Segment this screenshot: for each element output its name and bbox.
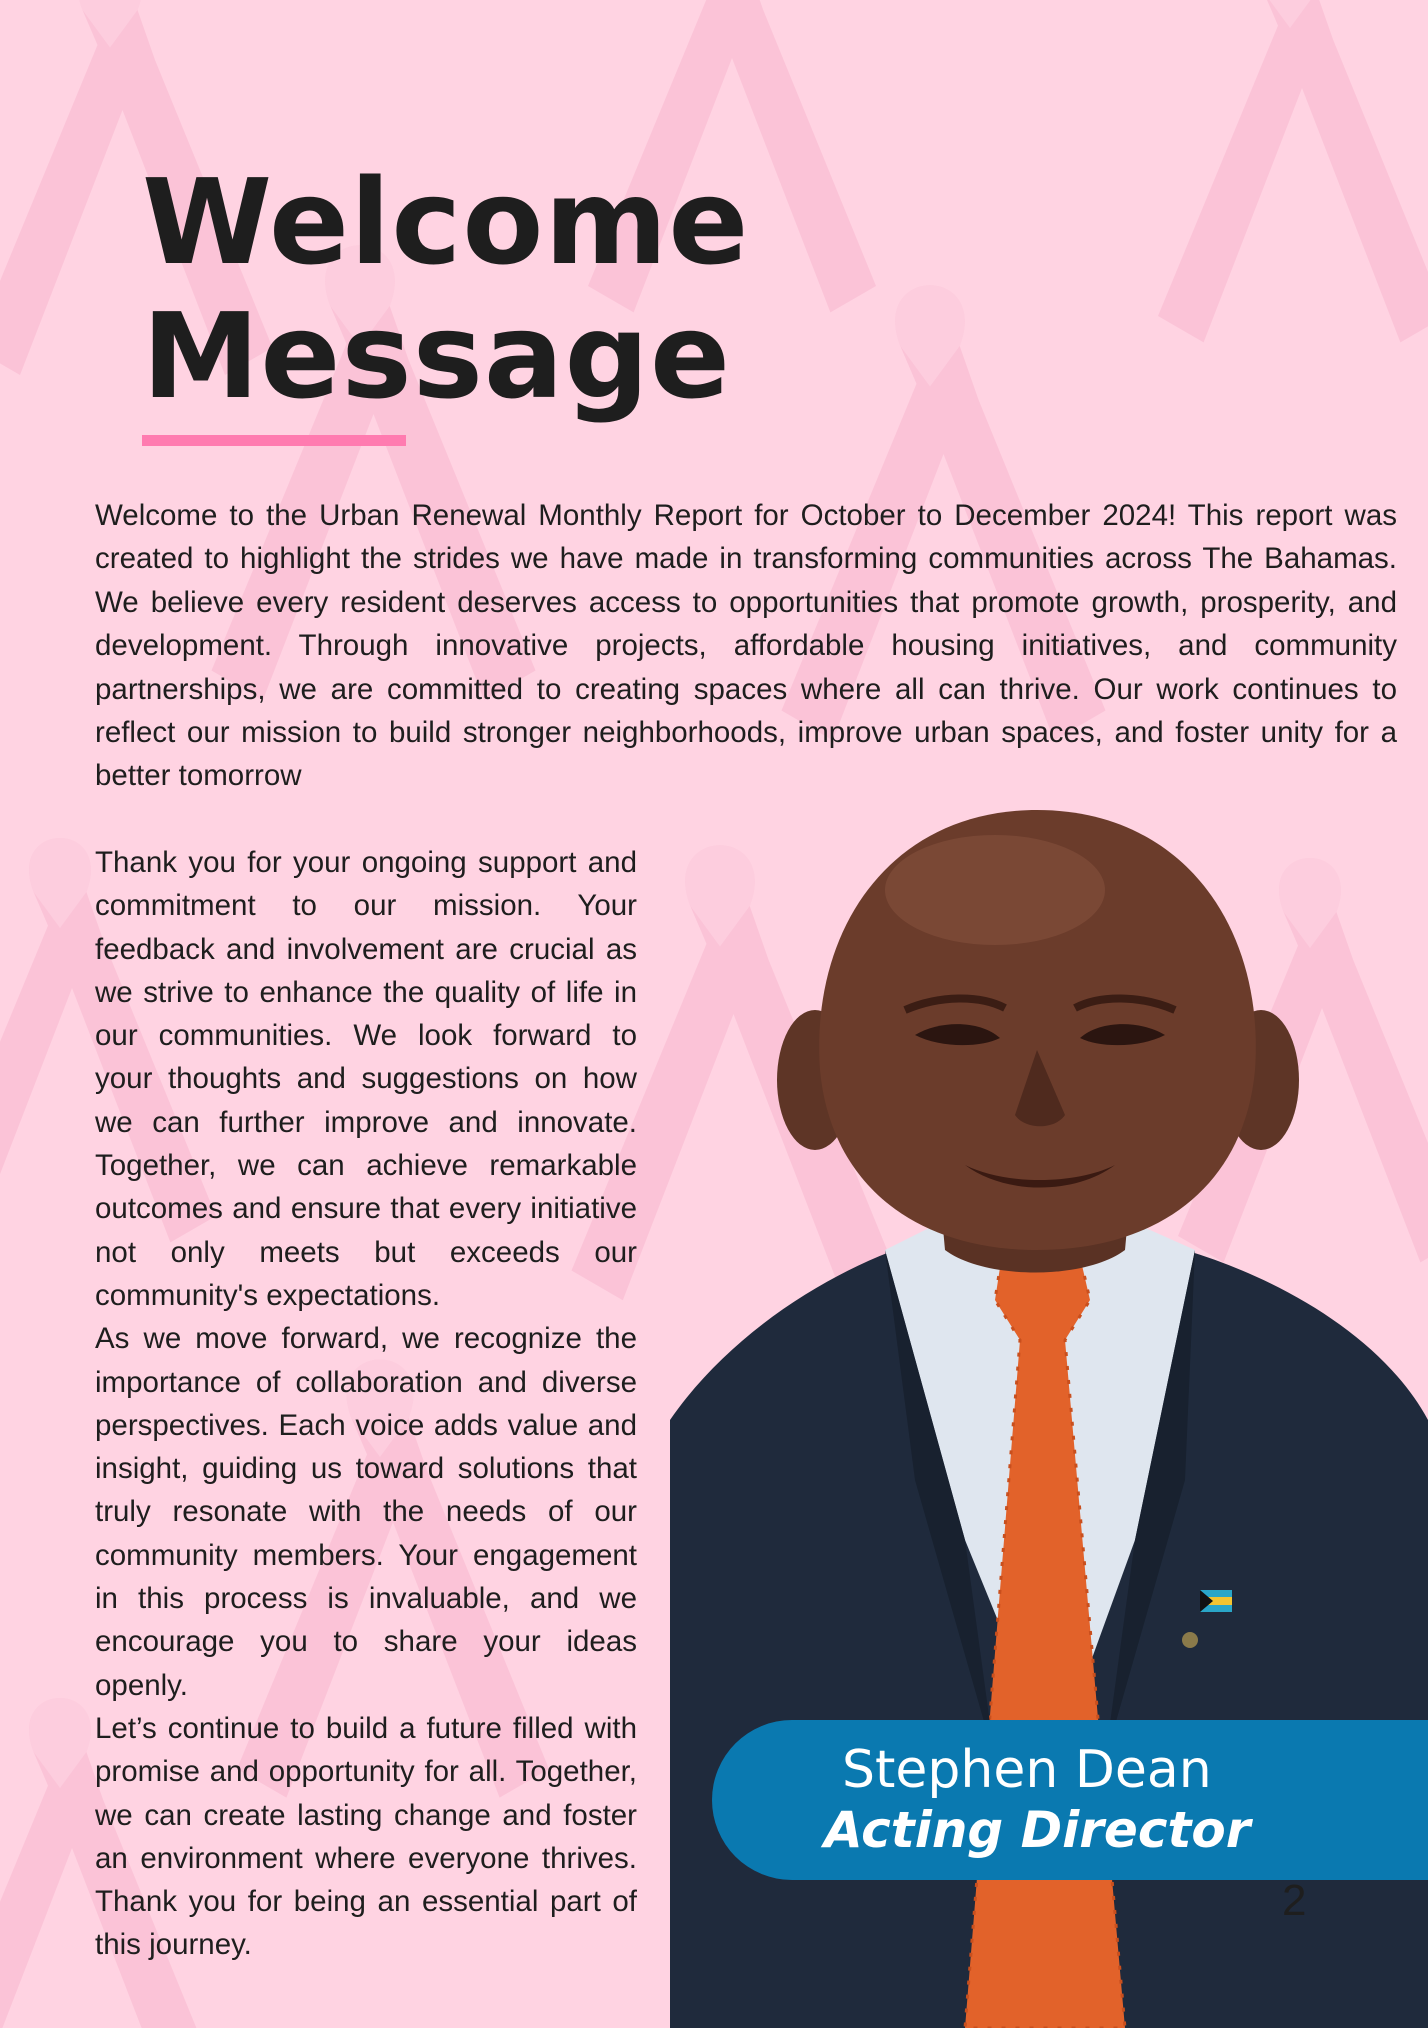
- title-line-2: Message: [142, 287, 732, 425]
- intro-paragraph: Welcome to the Urban Renewal Monthly Report for October to December 2024! This report was created to highlight the strides we have made in transforming communities across The Bahamas. We believe every resident deserves access to opportunities that promote growth, prosperity, and development. Through innovative projects, affordable housing initiatives, and community partnerships, we are committed to creating spaces where all can thrive. Our work continues to reflect our mission to build stronger neighborhoods, improve urban spaces, and foster unity for a better tomorrow: [95, 499, 1397, 793]
- title-line-1: Welcome: [142, 153, 750, 291]
- body-paragraph-1: Thank you for your ongoing support and commitment to our mission. Your feedback and involvement are crucial as we strive to enhance the quality of life in our communities. We look forward to your thoughts and suggestions on how we can further improve and innovate. Together, we can achieve remarkable outcomes and ensure that every initiative not only meets but exceeds our community's expectations.: [95, 846, 637, 1312]
- body-paragraph-3: Let’s continue to build a future filled with promise and opportunity for all. Together, we can create lasting change and foster an environment where everyone thrives. Thank you for being an essential part of this journey.: [95, 1711, 637, 1962]
- name-banner: [712, 1720, 1428, 1880]
- body-paragraph-2: As we move forward, we recognize the importance of collaboration and diverse perspectives. Each voice adds value and insight, guiding us toward solutions that truly resonate with the needs of our community members. Your engagement in this process is invaluable, and we encourage you to share your ideas openly.: [95, 1322, 637, 1702]
- director-name: Stephen Dean: [842, 1740, 1212, 1800]
- title-underline: [142, 435, 406, 446]
- message-body: [95, 841, 637, 1967]
- ribbon-decoration: [1158, 0, 1428, 342]
- page-title: [142, 155, 749, 423]
- page-number: 2: [1282, 1876, 1307, 1925]
- lapel-pin: [1182, 1632, 1198, 1648]
- director-role: Acting Director: [824, 1801, 1251, 1859]
